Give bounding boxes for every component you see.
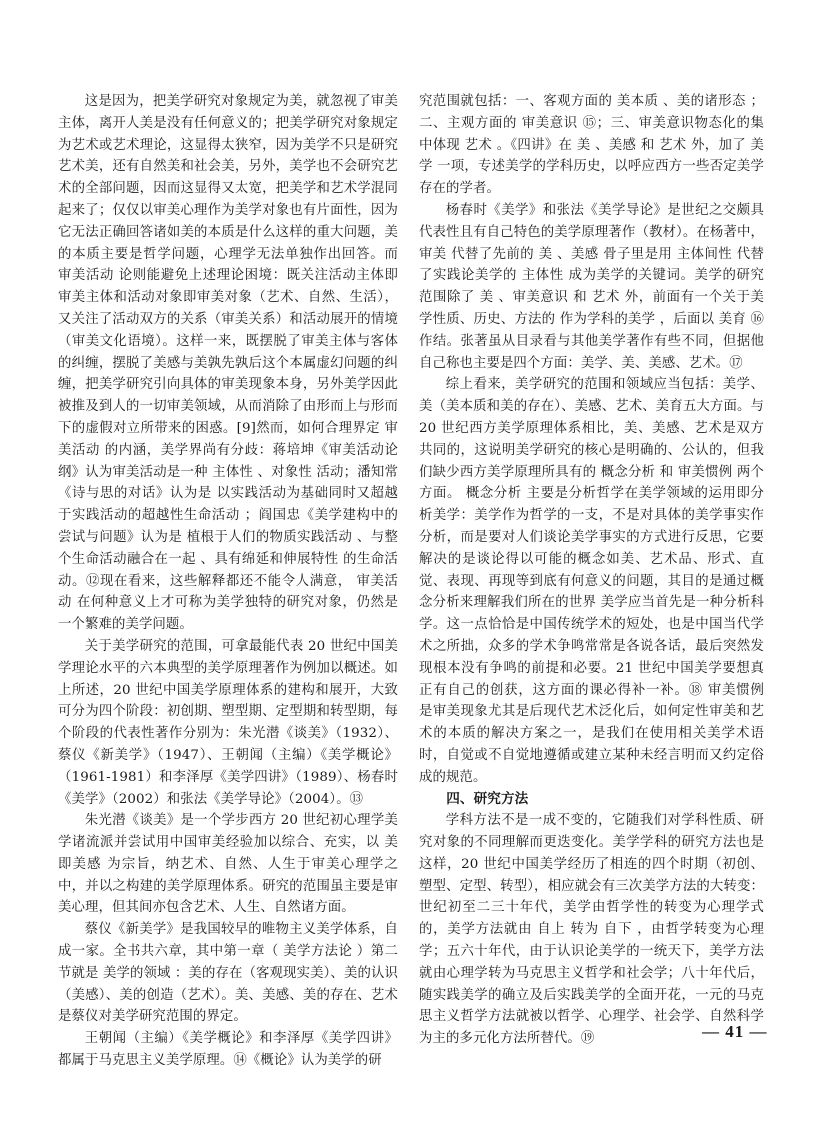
left-column [58, 91, 398, 1072]
right-paragraph-1: 究范围就包括：一、客观方面的 美本质 、美的诸形态 ；二、主观方面的 审美意识 ⑮；三、审美意识物态化的集中体现 艺术 。《四讲》在 美 、美感 和 艺术 外，加了 美学 一项，专述美学的学科历史，以呼应西方一些否定美学存在的学者。 [419, 94, 764, 197]
right-paragraph-4: 学科方法不是一成不变的，它随我们对学科性质、研究对象的不同理解而更迭变化。美学学科的研究方法也是这样，20 世纪中国美学经历了相连的四个时期（初创、塑型、定型、转型），相应就会有三次美学方法的大转变：世纪初至二三十年代，美学由哲学性的转变为心理学式的，美学方法就由 自上 转为 自下 ，由哲学转变为心理学；五六十年代，由于认识论美学的一统天下，美学方法就由心理学转为马克思主义哲学和社会学；八十年代后，随实践美学的确立及后实践美学的全面开花，一元的马克思主义哲学方法就被以哲学、心理学、社会学、自然科学为主的多元化方法所替代。⑲ [419, 813, 764, 1047]
left-paragraph-5: 王朝闻（主编）《美学概论》和李泽厚《美学四讲》都属于马克思主义美学原理。⑭《概论》认为美学的研 [58, 1031, 398, 1069]
left-paragraph-3: 朱光潜《谈美》是一个学步西方 20 世纪初心理学美学诸流派并尝试用中国审美经验加以综合、充实，以 美即美感 为宗旨，纳艺术、自然、人生于审美心理学之中，并以之构建的美学原理体系。研究的范围虽主要是审美心理，但其间亦包含艺术、人生、自然诸方面。 [58, 813, 398, 916]
right-column [419, 91, 764, 1050]
left-paragraph-1: 这是因为，把美学研究对象规定为美，就忽视了审美主体，离开人美是没有任何意义的；把美学研究对象规定为艺术或艺术理论，这显得太狭窄，因为美学不只是研究艺术美，还有自然美和社会美，另外，美学也不会研究艺术的全部问题，因而这显得又太宽，把美学和艺术学混同起来了；仅仅以审美心理作为美学对象也有片面性，因为它无法正确回答诸如美的本质是什么这样的重大问题，美的本质主要是哲学问题，心理学无法单独作出回答。而 审美活动 论则能避免上述理论困境：既关注活动主体即审美主体和活动对象即审美对象（艺术、自然、生活），又关注了活动双方的关系（审美关系）和活动展开的情境（审美文化语境）。这样一来，既摆脱了审美主体与客体的纠缠，摆脱了美感与美孰先孰后这个本属虚幻问题的纠缠，把美学研究引向具体的审美现象本身，另外美学因此被推及到人的一切审美领域，从而消除了由形而上与形而下的虚假对立所带来的困惑。[9]然而，如何合理界定 审美活动 的内涵，美学界尚有分歧：蒋培坤《审美活动论纲》认为审美活动是一种 主体性 、对象性 活动；潘知常《诗与思的对话》认为是 以实践活动为基础同时又超越于实践活动的超越性生命活动 ；阎国忠《美学建构中的尝试与问题》认为是 植根于人们的物质实践活动 、与整个生命活动融合在一起 、具有绵延和伸展特性 的生命活动。⑫现在看来，这些解释都还不能令人满意， 审美活动 在何种意义上才可称为美学独特的研究对象，仍然是一个繁难的美学问题。 [58, 94, 398, 633]
right-paragraph-2: 杨春时《美学》和张法《美学导论》是世纪之交颇具代表性且有自己特色的美学原理著作（教材）。在杨著中， 审美 代替了先前的 美 、美感 骨子里是用 主体间性 代替了实践论美学的 主体性 成为美学的关键词。美学的研究范围除了 美 、审美意识 和 艺术 外，前面有一个关于美学性质、历史、方法的 作为学科的美学 ，后面以 美育 ⑯作结。张著虽从目录看与其他美学著作有些不同，但据他自己称也主要是四个方面：美学、美、美感、艺术。⑰ [419, 202, 764, 371]
right-paragraph-3: 综上看来，美学研究的范围和领域应当包括：美学、美（美本质和美的存在）、美感、艺术、美育五大方面。与 20 世纪西方美学原理体系相比，美、美感、艺术是双方共同的，这说明美学研究的核心是明确的、公认的，但我们缺少西方美学原理所具有的 概念分析 和 审美惯例 两个方面。 概念分析 主要是分析哲学在美学领域的运用即分析美学：美学作为哲学的一支，不是对具体的美学事实作分析，而是要对人们谈论美学事实的方式进行反思，它要解决的是谈论得以可能的概念如美、艺术品、形式、直觉、表现、再现等到底有何意义的问题，其目的是通过概念分析来理解我们所在的世界 美学应当首先是一种分析科学。这一点恰恰是中国传统学术的短处，也是中国当代学术之所拙，众多的学术争鸣常常是各说各话，最后突然发现根本没有争鸣的前提和必要。21 世纪中国美学要想真正有自己的创获，这方面的课必得补一补。⑱ 审美惯例 是审美现象尤其是后现代艺术泛化后，如何定性审美和艺术的本质的解决方案之一，是我们在使用相关美学术语时，自觉或不自觉地遵循或建立某种未经言明而又约定俗成的规范。 [419, 377, 764, 785]
left-paragraph-2: 关于美学研究的范围，可拿最能代表 20 世纪中国美学理论水平的六本典型的美学原理著作为例加以概述。如上所述，20 世纪中国美学原理体系的建构和展开，大致可分为四个阶段：初创期、塑型期、定型期和转型期，每个阶段的代表性著作分别为：朱光潜《谈美》（1932）、蔡仪《新美学》（1947）、王朝闻（主编）《美学概论》（1961-1981）和李泽厚《美学四讲》（1989）、杨春时《美学》（2002）和张法《美学导论》（2004）。⑬ [58, 638, 398, 807]
left-paragraph-4: 蔡仪《新美学》是我国较早的唯物主义美学体系，自成一家。全书共六章，其中第一章（ 美学方法论 ）第二节就是 美学的领域 ：美的存在（客观现实美）、美的认识（美感）、美的创造（艺术）。美、美感、美的存在、艺术是蔡仪对美学研究范围的界定。 [58, 922, 398, 1025]
page-number: — 41 — [702, 1022, 768, 1041]
section-heading: 四、研究方法 [446, 790, 529, 807]
